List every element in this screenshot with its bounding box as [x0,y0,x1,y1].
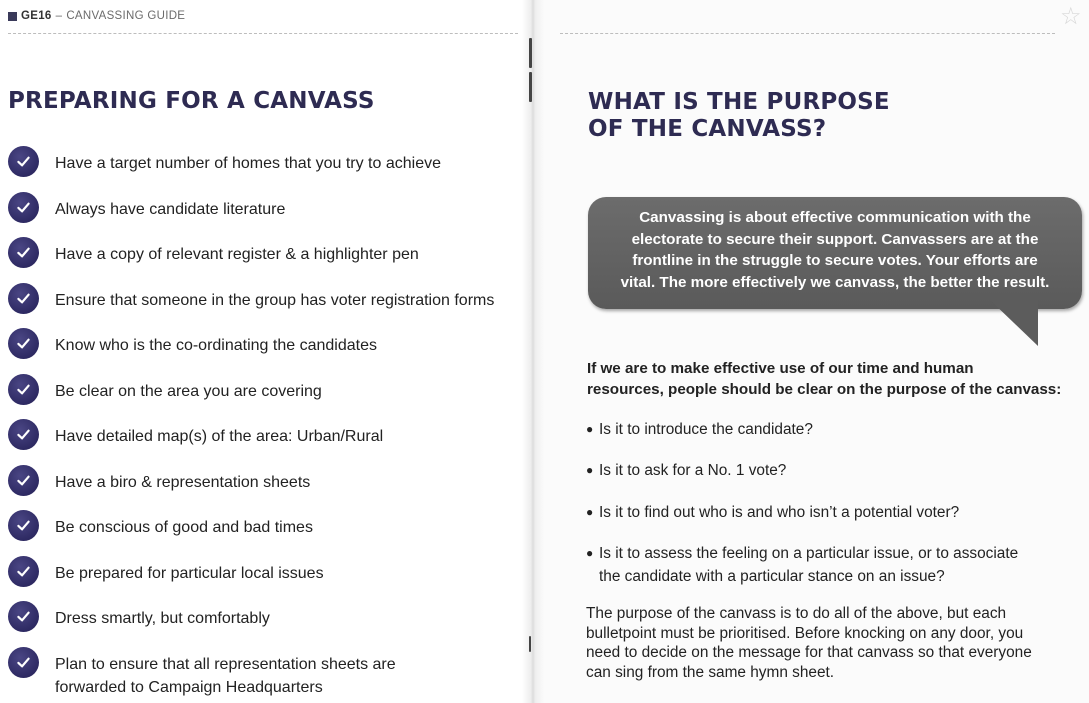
checklist-item [8,556,324,588]
question-item [586,501,959,524]
closing-line: bulletpoint must be prioritised. Before knocking on any door, you [586,624,1024,642]
checklist-item [8,465,310,497]
check-circle-icon [8,510,39,541]
checklist-item-line: forwarded to Campaign Headquarters [55,678,323,696]
check-circle-icon [8,419,39,450]
checklist-item-text: Be prepared for particular local issues [55,564,324,582]
intro-line: If we are to make effective use of our time and human [587,360,974,377]
checklist-item [8,192,285,224]
header-square-icon [8,12,17,21]
checklist-item-text: Always have candidate literature [55,200,286,218]
check-circle-icon [8,283,39,314]
bubble-line: electorate to secure their support. Canvassers are at the [631,230,1039,248]
intro-line: resources, people should be clear on the purpose of the canvass: [587,381,1062,398]
gutter-mark [529,38,532,68]
check-circle-icon [8,601,39,632]
check-circle-icon [8,556,39,587]
closing-line: need to decide on the message for that canvass so that everyone [586,644,1032,661]
check-circle-icon [8,146,39,177]
checklist-item-text: Have a copy of relevant register & a highlighter pen [55,246,419,263]
bubble-line: vital. The more effectively we canvass, the better the result. [620,273,1050,291]
right-heading-line: WHAT IS THE PURPOSE [588,89,890,115]
left-heading: PREPARING FOR A CANVASS [8,88,375,114]
bullet-icon: ● [586,422,594,436]
checklist-item [8,146,441,178]
checklist-item-text: Have detailed map(s) of the area: Urban/Rural [55,428,384,445]
checklist-item-text: Know who is the co-ordinating the candidates [55,337,377,354]
closing-line: can sing from the same hymn sheet. [586,663,835,681]
bullet-icon: ● [586,546,594,560]
intro-paragraph [587,358,1072,400]
check-circle-icon [8,237,39,268]
checklist-item [8,510,313,542]
checklist-item [8,647,396,699]
question-text: Is it to introduce the candidate? [599,421,813,438]
question-text [599,542,1018,588]
question-line: Is it to assess the feeling on a particular issue, or to associate [599,545,1019,562]
running-header [8,10,185,22]
checklist-item-text: Ensure that someone in the group has voter registration forms [55,291,495,309]
checklist-item [8,237,419,269]
check-circle-icon [8,374,39,405]
checklist-item [8,419,383,451]
checklist-item-text: Have a target number of homes that you try to achieve [55,155,441,172]
checklist-item-text: Be clear on the area you are covering [55,382,322,400]
checklist-item-text: Have a biro & representation sheets [55,473,311,491]
header-rule [560,33,1055,34]
checklist-item-line: Plan to ensure that all representation sheets are [55,655,396,673]
right-heading-line: OF THE CANVASS? [588,116,827,142]
bullet-icon: ● [586,505,594,519]
question-text: Is it to find out who is and who isn’t a potential voter? [599,504,960,521]
check-circle-icon [8,328,39,359]
check-circle-icon [8,647,39,678]
header-separator: – [55,10,63,22]
bullet-icon: ● [586,463,594,477]
bubble-line: frontline in the struggle to secure votes. Your efforts are [632,252,1038,269]
checklist-item [8,283,494,315]
speech-bubble-tail [990,300,1038,346]
right-heading [588,89,1008,143]
closing-line: The purpose of the canvass is to do all of the above, but each [586,605,1007,622]
gutter-mark [529,72,532,102]
question-text: Is it to ask for a No. 1 vote? [599,462,787,479]
check-circle-icon [8,192,39,223]
checklist-item [8,374,322,406]
checklist-item-text [55,653,396,699]
page-gutter [522,0,544,703]
checklist-item [8,328,377,360]
question-item [586,459,786,482]
check-circle-icon [8,465,39,496]
closing-paragraph [586,604,1066,682]
header-code: GE16 [21,10,52,22]
gutter-mark [529,636,531,652]
star-icon: ☆ [1060,3,1082,30]
question-item [586,418,813,441]
checklist-item-text: Dress smartly, but comfortably [55,610,270,627]
question-line: the candidate with a particular stance on an issue? [599,568,945,585]
bubble-line: Canvassing is about effective communication with the [639,209,1031,226]
question-item [586,542,1018,588]
header-rule [8,33,518,34]
checklist-item [8,601,270,633]
speech-bubble [588,197,1082,309]
checklist-item-text: Be conscious of good and bad times [55,519,313,536]
header-title: CANVASSING GUIDE [66,10,186,22]
